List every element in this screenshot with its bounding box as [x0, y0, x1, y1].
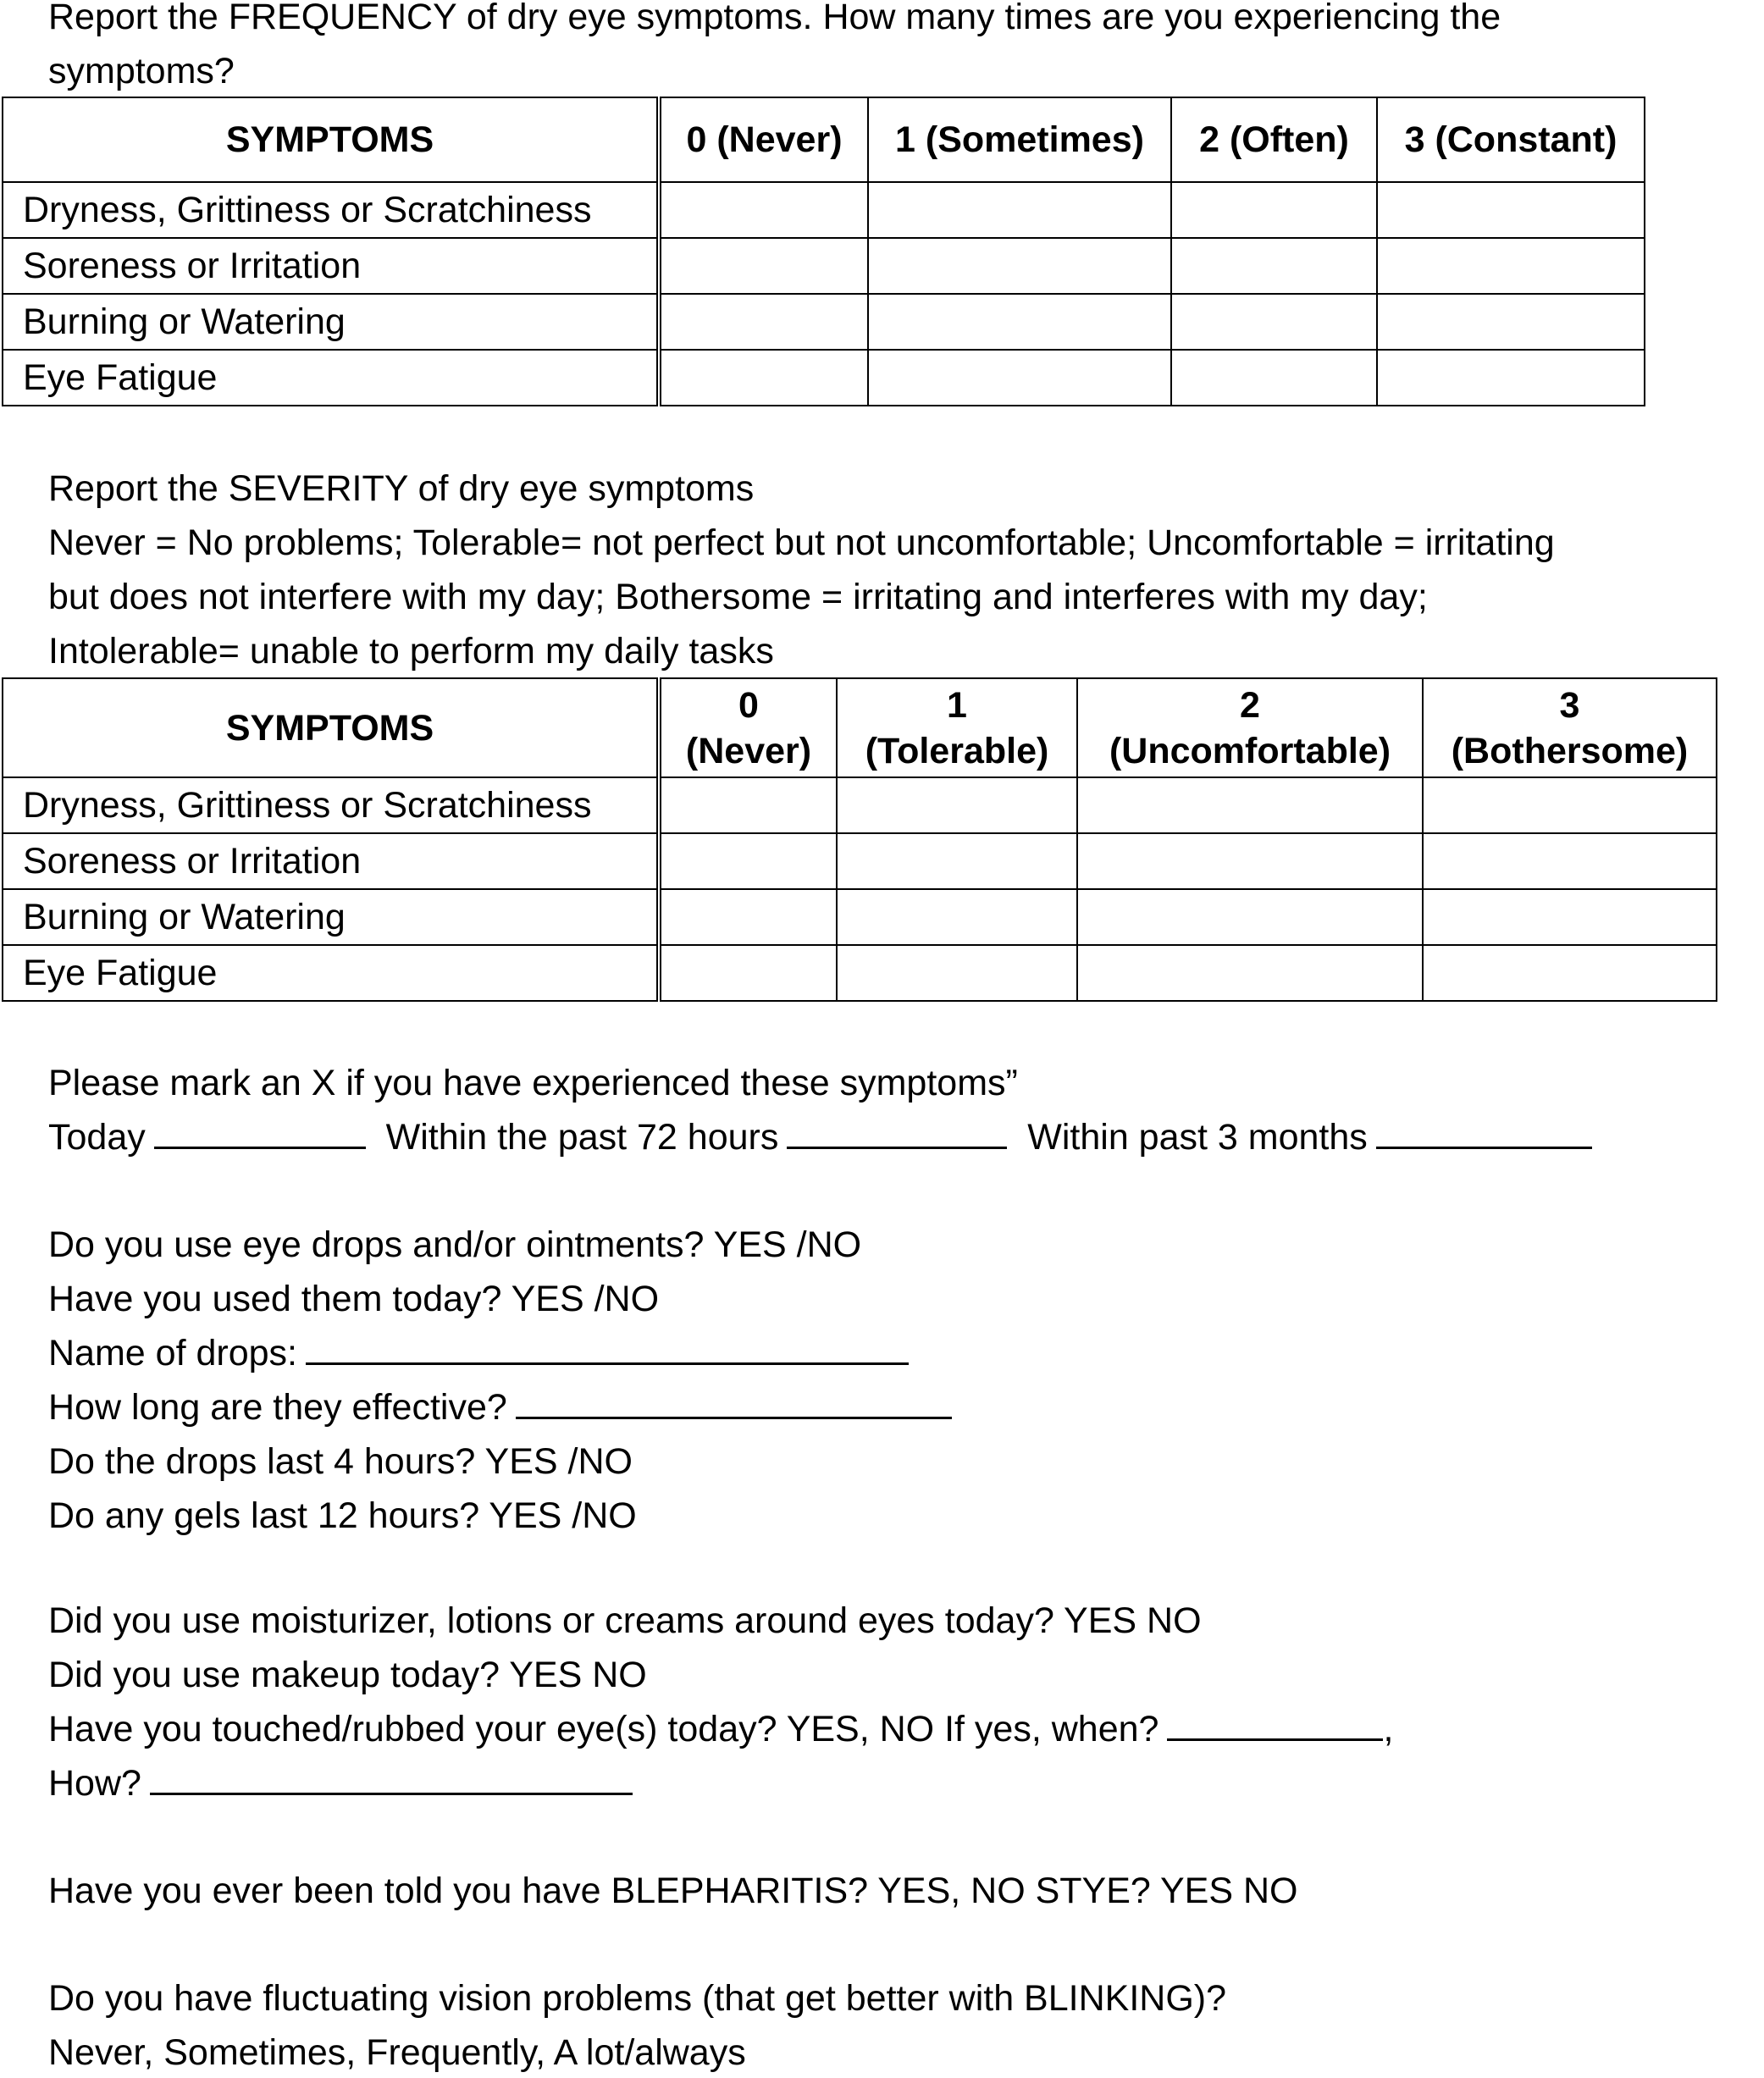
drops-q4-label: How long are they effective? [48, 1387, 507, 1428]
drops-q3-label: Name of drops: [48, 1333, 297, 1373]
frequency-col-2: 2 (Often) [1171, 97, 1377, 182]
frequency-row-label: Eye Fatigue [3, 350, 659, 406]
frequency-row-label: Burning or Watering [3, 294, 659, 350]
answer-cell[interactable] [659, 833, 837, 889]
severity-row-label: Eye Fatigue [3, 945, 659, 1001]
severity-col-3 [1423, 678, 1717, 777]
table-row [3, 777, 1717, 833]
table-row [3, 238, 1645, 294]
drops-q3-row [48, 1328, 909, 1379]
frequency-col-1: 1 (Sometimes) [868, 97, 1171, 182]
answer-cell[interactable] [1423, 889, 1717, 945]
habits-q4-row [48, 1758, 633, 1809]
severity-row-label: Dryness, Grittiness or Scratchiness [3, 777, 659, 833]
habits-how-blank[interactable] [150, 1759, 633, 1795]
answer-cell[interactable] [837, 833, 1077, 889]
recent-today-blank[interactable] [154, 1113, 366, 1149]
severity-header-row [3, 678, 1717, 777]
drops-q1: Do you use eye drops and/or ointments? YES /NO [48, 1224, 862, 1265]
severity-col-0-num: 0 [738, 684, 759, 726]
habits-q4-label: How? [48, 1763, 141, 1804]
severity-table [2, 677, 1717, 1002]
answer-cell[interactable] [659, 945, 837, 1001]
answer-cell[interactable] [1423, 833, 1717, 889]
severity-col-3-label: (Bothersome) [1451, 730, 1689, 771]
answer-cell[interactable] [1077, 833, 1423, 889]
drops-name-blank[interactable] [306, 1329, 909, 1365]
answer-cell[interactable] [837, 945, 1077, 1001]
severity-intro-line1: Report the SEVERITY of dry eye symptoms [48, 468, 755, 509]
frequency-header-row [3, 97, 1645, 182]
answer-cell[interactable] [1377, 238, 1645, 294]
habits-when-blank[interactable] [1167, 1705, 1383, 1741]
drops-effective-blank[interactable] [516, 1383, 952, 1419]
answer-cell[interactable] [1377, 182, 1645, 238]
drops-q6: Do any gels last 12 hours? YES /NO [48, 1495, 637, 1536]
answer-cell[interactable] [1377, 350, 1645, 406]
table-row [3, 889, 1717, 945]
answer-cell[interactable] [1077, 777, 1423, 833]
answer-cell[interactable] [1171, 238, 1377, 294]
answer-cell[interactable] [659, 238, 868, 294]
answer-cell[interactable] [659, 294, 868, 350]
recent-72h-label: Within the past 72 hours [385, 1117, 779, 1158]
drops-q2: Have you used them today? YES /NO [48, 1279, 660, 1319]
answer-cell[interactable] [1377, 294, 1645, 350]
vision-options: Never, Sometimes, Frequently, A lot/always [48, 2032, 746, 2073]
severity-row-label: Burning or Watering [3, 889, 659, 945]
answer-cell[interactable] [868, 238, 1171, 294]
table-row [3, 945, 1717, 1001]
frequency-col-3: 3 (Constant) [1377, 97, 1645, 182]
severity-col-1 [837, 678, 1077, 777]
recent-72h-blank[interactable] [787, 1113, 1007, 1149]
severity-col-0-label: (Never) [685, 730, 812, 771]
answer-cell[interactable] [1077, 945, 1423, 1001]
answer-cell[interactable] [659, 350, 868, 406]
recent-row [48, 1112, 1592, 1163]
answer-cell[interactable] [1171, 182, 1377, 238]
answer-cell[interactable] [659, 889, 837, 945]
table-row [3, 833, 1717, 889]
severity-col-1-num: 1 [947, 684, 967, 726]
table-row [3, 182, 1645, 238]
severity-col-0 [659, 678, 837, 777]
answer-cell[interactable] [1171, 294, 1377, 350]
drops-q4-row [48, 1382, 952, 1433]
answer-cell[interactable] [659, 182, 868, 238]
vision-q1: Do you have fluctuating vision problems (that get better with BLINKING)? [48, 1978, 1227, 2019]
recent-3m-label: Within past 3 months [1027, 1117, 1368, 1158]
frequency-col-symptoms: SYMPTOMS [3, 97, 659, 182]
recent-3m-blank[interactable] [1376, 1113, 1592, 1149]
answer-cell[interactable] [868, 182, 1171, 238]
table-row [3, 350, 1645, 406]
habits-q3-comma: , [1383, 1709, 1394, 1749]
frequency-intro-line2: symptoms? [48, 51, 235, 91]
severity-intro-line3: but does not interfere with my day; Bothersome = irritating and interferes with my day; [48, 577, 1428, 617]
history-q1: Have you ever been told you have BLEPHARITIS? YES, NO STYE? YES NO [48, 1871, 1298, 1911]
recent-today-label: Today [48, 1117, 146, 1158]
recent-prompt: Please mark an X if you have experienced these symptoms” [48, 1063, 1018, 1103]
frequency-table [2, 97, 1645, 406]
answer-cell[interactable] [1077, 889, 1423, 945]
habits-q3-label: Have you touched/rubbed your eye(s) today? YES, NO If yes, when? [48, 1709, 1159, 1749]
answer-cell[interactable] [1171, 350, 1377, 406]
answer-cell[interactable] [868, 350, 1171, 406]
frequency-row-label: Dryness, Grittiness or Scratchiness [3, 182, 659, 238]
severity-col-1-label: (Tolerable) [865, 730, 1049, 771]
answer-cell[interactable] [837, 777, 1077, 833]
frequency-row-label: Soreness or Irritation [3, 238, 659, 294]
habits-q2: Did you use makeup today? YES NO [48, 1655, 647, 1695]
habits-q1: Did you use moisturizer, lotions or creams around eyes today? YES NO [48, 1600, 1202, 1641]
severity-intro-line2: Never = No problems; Tolerable= not perfect but not uncomfortable; Uncomfortable = irritating [48, 522, 1555, 563]
severity-row-label: Soreness or Irritation [3, 833, 659, 889]
answer-cell[interactable] [837, 889, 1077, 945]
table-row [3, 294, 1645, 350]
answer-cell[interactable] [1423, 777, 1717, 833]
severity-col-symptoms: SYMPTOMS [3, 678, 659, 777]
answer-cell[interactable] [1423, 945, 1717, 1001]
severity-col-3-num: 3 [1559, 684, 1580, 726]
frequency-col-0: 0 (Never) [659, 97, 868, 182]
severity-col-2-label: (Uncomfortable) [1109, 730, 1391, 771]
severity-col-2 [1077, 678, 1423, 777]
drops-q5: Do the drops last 4 hours? YES /NO [48, 1441, 633, 1482]
severity-col-2-num: 2 [1240, 684, 1260, 726]
frequency-intro-line1: Report the FREQUENCY of dry eye symptoms. How many times are you experiencing the [48, 0, 1501, 37]
habits-q3-row [48, 1704, 1393, 1755]
answer-cell[interactable] [868, 294, 1171, 350]
answer-cell[interactable] [659, 777, 837, 833]
severity-intro-line4: Intolerable= unable to perform my daily tasks [48, 631, 774, 671]
